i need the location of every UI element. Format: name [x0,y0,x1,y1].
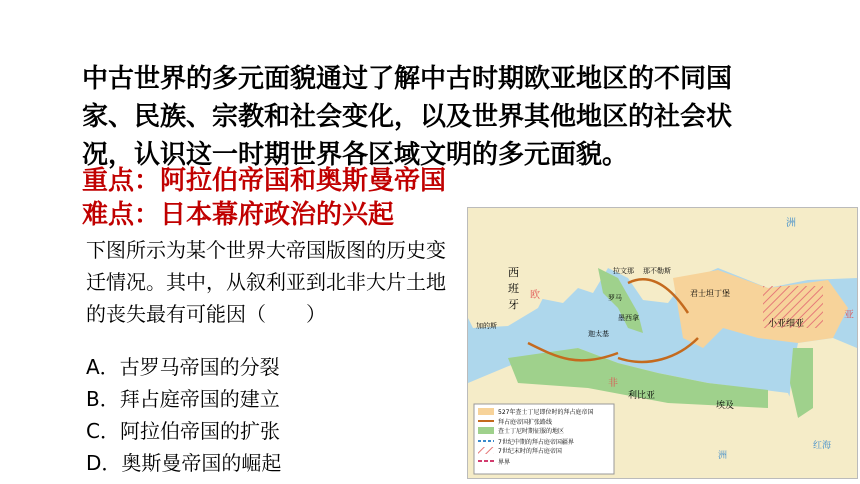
option-d[interactable]: D．奥斯曼帝国的崛起 [86,451,282,475]
legend-text-2: 拜占庭帝国扩张路线 [498,419,553,426]
key-point: 重点：阿拉伯帝国和奥斯曼帝国 [82,166,447,196]
label-continent-bottom: 洲 [718,451,728,461]
label-asia-minor: 小亚细亚 [768,319,805,329]
label-africa: 非 [608,378,618,389]
legend-text-1: 527年查士丁尼即位时的拜占庭帝国 [498,409,594,416]
legend-swatch-1 [478,408,494,415]
option-c[interactable]: C．阿拉伯帝国的扩张 [86,419,280,443]
question-text: 下图所示为某个世界大帝国版图的历史变迁情况。其中，从叙利亚到北非大片土地的丧失最有可能因（ ） [86,238,446,326]
legend-swatch-5 [478,447,494,454]
label-asia: 亚 [844,310,854,321]
label-rome: 罗马 [608,294,622,302]
label-carthage: 迦太基 [588,330,609,338]
option-a[interactable]: A．古罗马帝国的分裂 [86,355,280,379]
legend-swatch-3 [478,427,494,434]
label-cadiz: 加的斯 [476,322,497,330]
intro-paragraph: 中古世界的多元面貌通过了解中古时期欧亚地区的不同国家、民族、宗教和社会变化，以及世界其他地区的社会状况，认识这一时期世界各区域文明的多元面貌。 [82,64,733,170]
difficult-point: 难点：日本幕府政治的兴起 [82,200,395,230]
label-messina: 墨西拿 [618,314,639,322]
label-continent-top: 洲 [786,218,796,229]
legend-text-3: 查士丁尼时期征服的地区 [498,428,565,435]
legend-text-6: 界界 [498,459,511,466]
label-constantinople: 君士坦丁堡 [690,289,730,298]
label-egypt: 埃及 [716,401,735,411]
label-naples: 那不勒斯 [643,267,671,275]
legend-text-4: 7世纪中期的拜占庭帝国疆界 [498,439,574,446]
label-spain: 西班牙 [508,266,519,311]
label-libya: 利比亚 [628,391,656,401]
option-b[interactable]: B．拜占庭帝国的建立 [86,387,280,411]
label-europe: 欧 [530,290,540,301]
byzantine-empire-map [467,207,858,479]
label-red-sea: 红海 [813,441,832,451]
label-ravenna: 拉文那 [613,267,634,275]
legend-text-5: 7世纪末时的拜占庭帝国 [498,448,562,455]
map-svg [468,208,857,478]
